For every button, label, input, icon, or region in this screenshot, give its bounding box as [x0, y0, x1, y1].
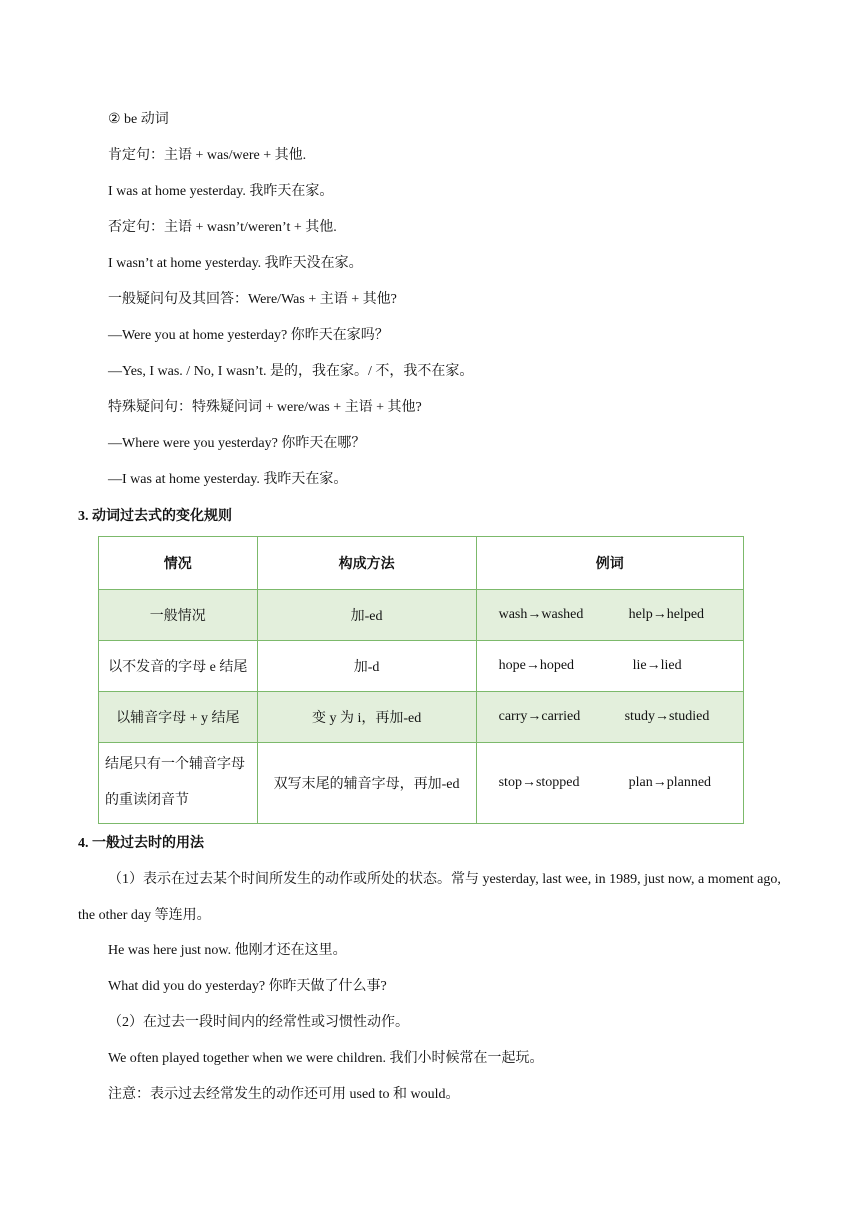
usage-2-example-1: We often played together when we were children. 我们小时候常在一起玩。: [108, 1051, 544, 1066]
row-case: 以不发音的字母 e 结尾: [99, 641, 258, 692]
past-tense-rules-table: [98, 536, 744, 824]
affirmative-example: I was at home yesterday. 我昨天在家。: [108, 184, 334, 199]
negative-example: I wasn’t at home yesterday. 我昨天没在家。: [108, 256, 363, 271]
row-examples: [476, 743, 743, 824]
table-row: [99, 641, 744, 692]
row-method: 加-d: [257, 641, 476, 692]
usage-1: （1）表示在过去某个时间所发生的动作或所处的状态。常与 yesterday, last wee, in 1989, just now, a moment ago, the other day 等连用。: [78, 872, 781, 923]
row-case: 结尾只有一个辅音字母的重读闭音节: [99, 743, 258, 824]
section4-heading: 4. 一般过去时的用法: [78, 836, 204, 851]
usage-2: （2）在过去一段时间内的经常性或习惯性动作。: [108, 1015, 409, 1030]
row-examples: [476, 590, 743, 641]
example-1: hope→hoped: [498, 658, 575, 673]
row-examples: [476, 641, 743, 692]
example-2: plan→planned: [628, 775, 712, 790]
table-row: [99, 692, 744, 743]
example-1: wash→washed: [498, 607, 584, 622]
header-method: 构成方法: [257, 537, 476, 590]
table-row: [99, 590, 744, 641]
header-examples: 例词: [476, 537, 743, 590]
table-row: [99, 743, 744, 824]
row-examples: [476, 692, 743, 743]
table-header-row: [99, 537, 744, 590]
usage-1-example-2: What did you do yesterday? 你昨天做了什么事?: [108, 979, 387, 994]
negative-rule: 否定句：主语 + wasn’t/weren’t + 其他.: [108, 220, 337, 235]
general-question-example: —Were you at home yesterday? 你昨天在家吗？: [108, 328, 389, 343]
general-question-answer: —Yes, I was. / No, I wasn’t. 是的，我在家。/ 不，我不在家。: [108, 364, 474, 379]
affirmative-rule: 肯定句：主语 + was/were + 其他.: [108, 148, 307, 163]
example-2: study→studied: [624, 709, 710, 724]
general-question-rule: 一般疑问句及其回答：Were/Was + 主语 + 其他?: [108, 292, 397, 307]
header-case: 情况: [99, 537, 258, 590]
special-question-rule: 特殊疑问句：特殊疑问词 + were/was + 主语 + 其他?: [108, 400, 422, 415]
section3-heading: 3. 动词过去式的变化规则: [78, 509, 232, 524]
example-1: stop→stopped: [498, 775, 580, 790]
row-method: 加-ed: [257, 590, 476, 641]
row-case: 以辅音字母 + y 结尾: [99, 692, 258, 743]
usage-1-example-1: He was here just now. 他刚才还在这里。: [108, 943, 347, 958]
example-1: carry→carried: [498, 709, 581, 724]
special-question-example: —Where were you yesterday? 你昨天在哪？: [108, 436, 366, 451]
example-2: lie→lied: [632, 658, 682, 673]
row-method: 变 y 为 i，再加-ed: [257, 692, 476, 743]
be-verb-title: ② be 动词: [108, 112, 169, 127]
example-2: help→helped: [628, 607, 705, 622]
special-question-answer: —I was at home yesterday. 我昨天在家。: [108, 472, 348, 487]
usage-note: 注意：表示过去经常发生的动作还可用 used to 和 would。: [108, 1087, 460, 1102]
row-method: 双写末尾的辅音字母，再加-ed: [257, 743, 476, 824]
row-case: 一般情况: [99, 590, 258, 641]
